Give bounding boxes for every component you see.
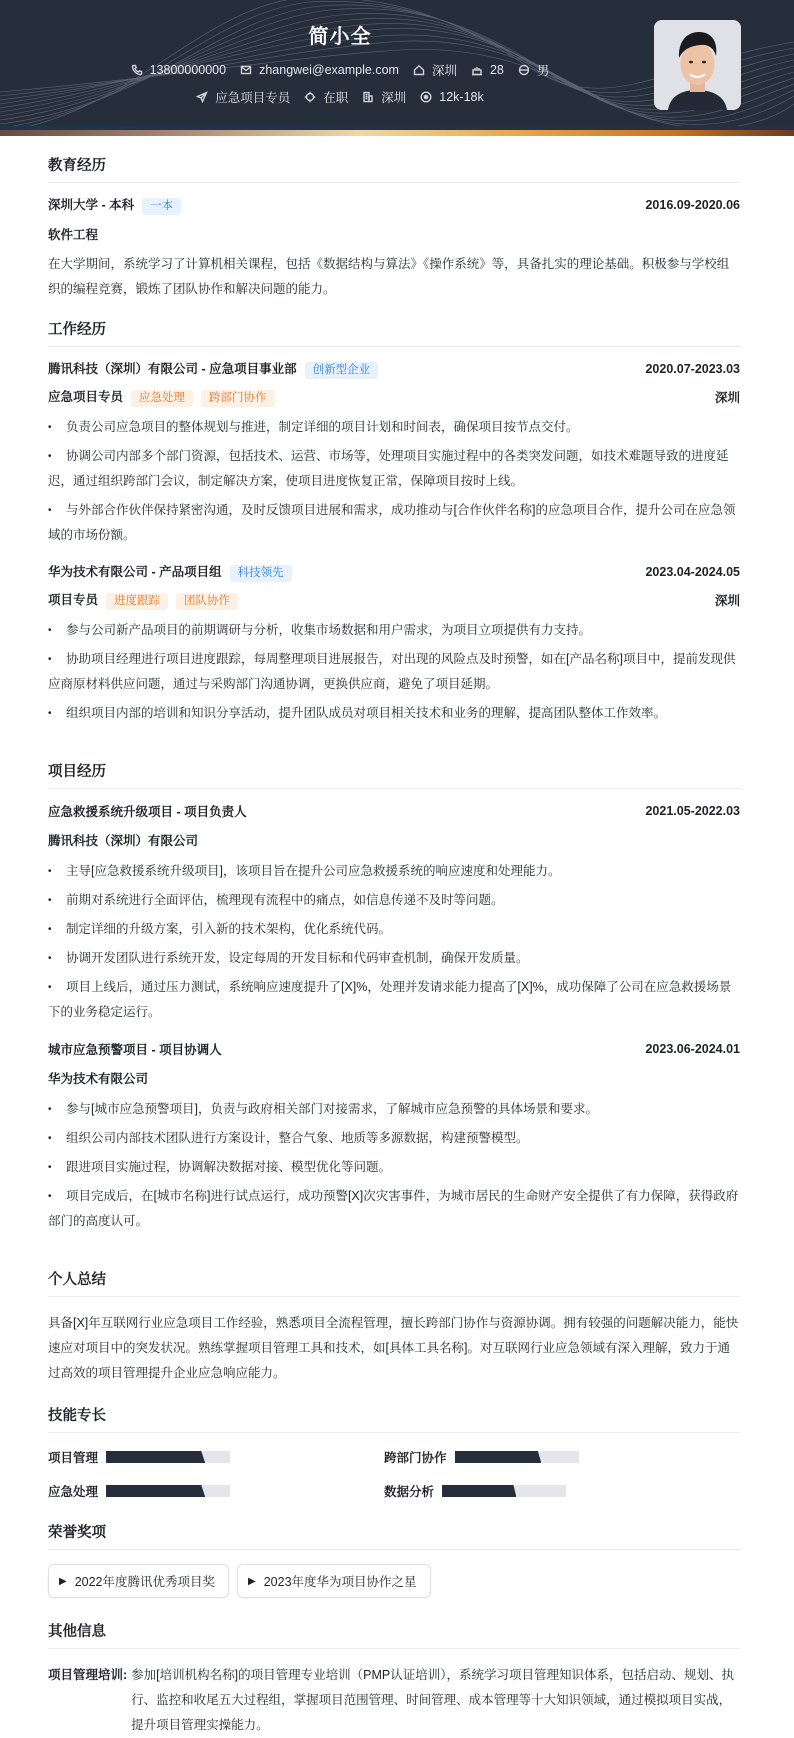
company-name: 腾讯科技（深圳）有限公司 - 应急项目事业部 [48, 362, 297, 376]
project-entry [48, 1041, 740, 1234]
work-entry-header [48, 361, 740, 377]
work-role-row [48, 389, 740, 405]
triangle-icon: ▶ [248, 1575, 256, 1587]
project-header [48, 803, 740, 819]
role-tag: 进度跟踪 [106, 593, 168, 610]
education-section [48, 136, 740, 302]
project-company: 华为技术有限公司 [48, 1072, 149, 1086]
skill-bar [106, 1451, 230, 1463]
list-item: • 协调公司内部多个部门资源，包括技术、运营、市场等，处理项目实施过程中的各类突发问题，如技术难题导致的进度延迟，通过组织跨部门会议，制定解决方案，使项目进度恢复正常，保障项目按时上线。 [48, 449, 729, 488]
section-title-summary: 个人总结 [48, 1268, 740, 1297]
cake-icon [471, 64, 483, 76]
role-tag: 团队协作 [176, 593, 238, 610]
list-item: • 参与[城市应急预警项目]，负责与政府相关部门对接需求，了解城市应急预警的具体场景和要求。 [48, 1102, 598, 1116]
section-title-projects: 项目经历 [48, 760, 740, 789]
section-title-education: 教育经历 [48, 154, 740, 183]
building-icon [362, 91, 374, 103]
other-section [48, 1606, 740, 1738]
work-entry-header [48, 564, 740, 580]
accent-strip [0, 130, 794, 136]
job-salary: 12k-18k [420, 90, 483, 104]
section-title-work: 工作经历 [48, 318, 740, 347]
other-item [48, 1663, 740, 1738]
skill-item: 跨部门协作 [384, 1449, 740, 1465]
school-name: 深圳大学 - 本科 [48, 198, 135, 212]
contact-row [0, 61, 680, 79]
gender-icon [518, 64, 530, 76]
work-location: 深圳 [714, 594, 740, 608]
education-description: 在大学期间，系统学习了计算机相关课程，包括《数据结构与算法》《操作系统》等，具备扎实的理论基础。积极参与学校组织的编程竞赛，锻炼了团队协作和解决问题的能力。 [48, 257, 730, 296]
company-tag: 创新型企业 [305, 362, 379, 379]
job-intention-row [0, 88, 680, 106]
company-name: 华为技术有限公司 - 产品项目组 [48, 565, 222, 579]
summary-text: 具备[X]年互联网行业应急项目工作经验，熟悉项目全流程管理，擅长跨部门协作与资源协调。拥有较强的问题解决能力，能快速应对项目中的突发状况。熟练掌握项目管理工具和技术，如[具体工具名称]。对互联网行业应急领域有深入理解，致力于通过高效的项目管理提升企业应急响应能力。 [48, 1316, 739, 1380]
project-name: 城市应急预警项目 - 项目协调人 [48, 1043, 222, 1057]
work-role-row [48, 592, 740, 608]
skill-item: 数据分析 [384, 1483, 740, 1499]
triangle-icon: ▶ [59, 1575, 67, 1587]
skill-item: 项目管理 [48, 1449, 384, 1465]
work-entry [48, 564, 740, 726]
skill-bar-fill [106, 1451, 205, 1463]
project-bullets [48, 1097, 740, 1234]
section-title-skills: 技能专长 [48, 1404, 740, 1433]
list-item: • 组织公司内部技术团队进行方案设计，整合气象、地质等多源数据，构建预警模型。 [48, 1131, 529, 1145]
home-icon [413, 64, 425, 76]
send-icon [196, 91, 208, 103]
status-icon [304, 91, 316, 103]
skills-section [48, 1386, 740, 1505]
work-bullets [48, 415, 740, 548]
list-item: • 参与公司新产品项目的前期调研与分析，收集市场数据和用户需求，为项目立项提供有力支持。 [48, 623, 592, 637]
job-status: 在职 [304, 88, 348, 106]
list-item: • 负责公司应急项目的整体规划与推进，制定详细的项目计划和时间表，确保项目按节点交付。 [48, 420, 579, 434]
work-date: 2023.04-2024.05 [645, 565, 740, 579]
mail-icon [240, 64, 252, 76]
project-company: 腾讯科技（深圳）有限公司 [48, 834, 199, 848]
list-item: • 项目完成后，在[城市名称]进行试点运行，成功预警[X]次灾害事件，为城市居民的生命财产安全提供了有力保障，获得政府部门的高度认可。 [48, 1189, 739, 1228]
list-item: • 主导[应急救援系统升级项目]，该项目旨在提升公司应急救援系统的响应速度和处理能力。 [48, 864, 561, 878]
work-entry [48, 361, 740, 548]
skill-item: 应急处理 [48, 1483, 384, 1499]
contact-age: 28 [471, 63, 504, 77]
projects-section [48, 742, 740, 1234]
skill-bar-fill [455, 1451, 542, 1463]
phone-icon [131, 64, 143, 76]
list-item: • 协助项目经理进行项目进度跟踪，每周整理项目进展报告，对出现的风险点及时预警，如在[产品名称]项目中，提前发现供应商原材料供应问题，通过与采购部门沟通协调，更换供应商，避免了项目延期。 [48, 652, 736, 691]
project-bullets [48, 859, 740, 1025]
skills-grid [48, 1447, 740, 1505]
list-item: • 前期对系统进行全面评估，梳理现有流程中的痛点，如信息传递不及时等问题。 [48, 893, 504, 907]
other-label: 项目管理培训: [48, 1668, 128, 1682]
education-date: 2016.09-2020.06 [645, 198, 740, 212]
awards-section [48, 1505, 740, 1606]
list-item: • 协调开发团队进行系统开发，设定每周的开发目标和代码审查机制，确保开发质量。 [48, 951, 529, 965]
education-header [48, 197, 740, 213]
contact-gender: 男 [518, 61, 550, 79]
summary-section [48, 1250, 740, 1386]
avatar [654, 20, 741, 110]
project-date: 2023.06-2024.01 [645, 1042, 740, 1056]
work-bullets [48, 618, 740, 726]
major: 软件工程 [48, 228, 99, 242]
project-header [48, 1041, 740, 1057]
section-title-awards: 荣誉奖项 [48, 1521, 740, 1550]
contact-email: zhangwei@example.com [240, 63, 399, 77]
role-name: 应急项目专员 [48, 390, 124, 404]
work-section [48, 302, 740, 726]
section-title-other: 其他信息 [48, 1620, 740, 1649]
project-name: 应急救援系统升级项目 - 项目负责人 [48, 805, 247, 819]
school-tag: 一本 [142, 198, 181, 215]
list-item: • 与外部合作伙伴保持紧密沟通，及时反馈项目进展和需求，成功推动与[合作伙伴名称]的应急项目合作，提升公司在应急领域的市场份额。 [48, 503, 736, 542]
skill-bar-fill [442, 1485, 516, 1497]
skill-bar-fill [106, 1485, 205, 1497]
resume-header [0, 0, 794, 136]
list-item: • 制定详细的升级方案，引入新的技术架构，优化系统代码。 [48, 922, 392, 936]
other-text: 参加[培训机构名称]的项目管理专业培训（PMP认证培训），系统学习项目管理知识体系，包括启动、规划、执行、监控和收尾五大过程组，掌握项目范围管理、时间管理、成本管理等十大知识领域，通过模拟项目实战，提升项目管理实操能力。 [131, 1668, 734, 1732]
role-tag: 跨部门协作 [201, 390, 275, 407]
skill-bar [442, 1485, 566, 1497]
contact-city: 深圳 [413, 61, 457, 79]
list-item: • 跟进项目实施过程，协调解决数据对接、模型优化等问题。 [48, 1160, 392, 1174]
work-location: 深圳 [714, 391, 740, 405]
resume-body [0, 136, 794, 1738]
job-city: 深圳 [362, 88, 406, 106]
project-date: 2021.05-2022.03 [645, 804, 740, 818]
award-item: ▶ 2023年度华为项目协作之星 [237, 1564, 431, 1598]
job-position: 应急项目专员 [196, 88, 290, 106]
company-tag: 科技领先 [230, 565, 292, 582]
work-date: 2020.07-2023.03 [645, 362, 740, 376]
list-item: • 项目上线后，通过压力测试，系统响应速度提升了[X]%，处理并发请求能力提高了[X]%，成功保障了公司在应急救援场景下的业务稳定运行。 [48, 980, 732, 1019]
contact-phone: 13800000000 [131, 63, 226, 77]
list-item: • 组织项目内部的培训和知识分享活动，提升团队成员对项目相关技术和业务的理解，提高团队整体工作效率。 [48, 706, 667, 720]
role-name: 项目专员 [48, 593, 99, 607]
skill-bar [455, 1451, 579, 1463]
role-tag: 应急处理 [131, 390, 193, 407]
salary-icon [420, 91, 432, 103]
candidate-name: 简小全 [308, 26, 372, 48]
award-item: ▶ 2022年度腾讯优秀项目奖 [48, 1564, 229, 1598]
skill-bar [106, 1485, 230, 1497]
portrait-image [654, 20, 741, 110]
project-entry [48, 803, 740, 1025]
awards-list [48, 1564, 740, 1606]
